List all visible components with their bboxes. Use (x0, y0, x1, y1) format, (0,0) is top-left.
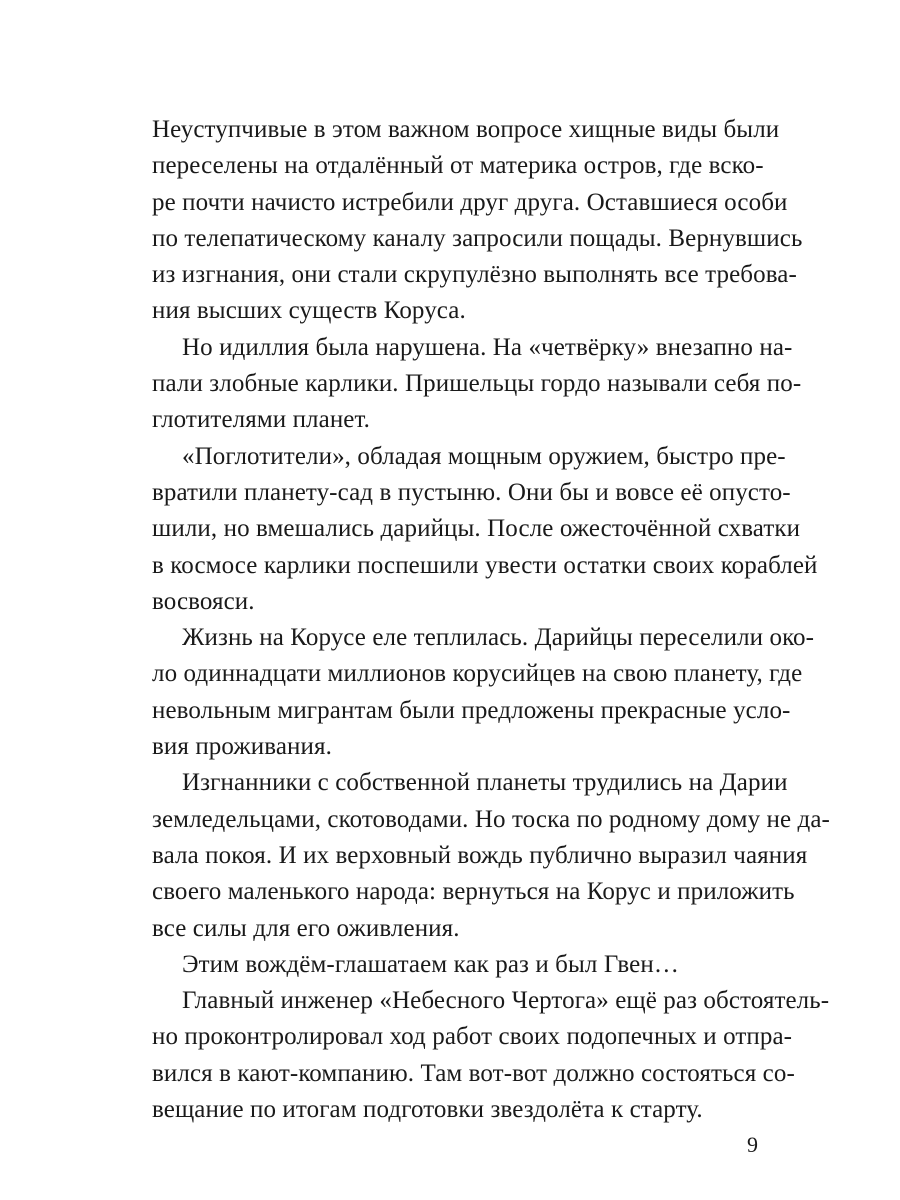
text-line: из изгнания, они стали скрупулёзно выполнять все требова- (152, 261, 797, 289)
text-line: Неуступчивые в этом важном вопросе хищные виды были (152, 116, 780, 143)
text-line: по телепатическому каналу запросили пощады. Вернувшись (152, 224, 803, 252)
text-line: своего маленького народа: вернуться на Корус и приложить (152, 878, 795, 906)
text-line: в космосе карлики поспешили увести остатки своих кораблей (152, 551, 818, 579)
text-line: Главный инженер «Небесного Чертога» ещё раз обстоятель- (182, 987, 830, 1015)
text-line: все силы для его оживления. (152, 914, 460, 942)
text-line: но проконтролировал ход работ своих подопечных и отпра- (152, 1023, 793, 1051)
text-line: глотителями планет. (152, 406, 371, 434)
text-line: земледельцами, скотоводами. Но тоска по родному дому не да- (152, 805, 830, 833)
page-number: 9 (747, 1132, 758, 1157)
text-line: Изгнанники с собственной планеты трудились на Дарии (182, 769, 788, 797)
text-line: Этим вождём-глашатаем как раз и был Гвен… (182, 950, 679, 978)
text-line: переселены на отдалённый от материка остров, где вско- (152, 152, 764, 180)
text-line: «Поглотители», обладая мощным оружием, быстро пре- (182, 442, 786, 470)
text-line: вился в кают-компанию. Там вот-вот должно состояться со- (152, 1059, 795, 1087)
text-line: вала покоя. И их верховный вождь публично выразил чаяния (152, 841, 808, 869)
text-line: невольным мигрантам были предложены прекрасные усло- (152, 696, 791, 724)
text-line: ния высших существ Коруса. (152, 297, 466, 325)
text-line: вия проживания. (152, 733, 332, 761)
text-line: вратили планету-сад в пустыню. Они бы и вовсе её опусто- (152, 478, 791, 506)
body-text (152, 112, 830, 1128)
text-line: Но идиллия была нарушена. На «четвёрку» внезапно на- (182, 333, 793, 361)
text-line: ре почти начисто истребили друг друга. Оставшиеся особи (152, 188, 788, 216)
text-line: Жизнь на Корусе еле теплилась. Дарийцы переселили око- (182, 624, 815, 652)
text-line: вещание по итогам подготовки звездолёта к старту. (152, 1096, 703, 1124)
text-line: шили, но вмешались дарийцы. После ожесточённой схватки (152, 515, 801, 543)
text-line: восвояси. (152, 587, 255, 615)
text-line: ло одиннадцати миллионов корусийцев на свою планету, где (152, 660, 803, 688)
text-line: пали злобные карлики. Пришельцы гордо называли себя по- (152, 370, 802, 398)
